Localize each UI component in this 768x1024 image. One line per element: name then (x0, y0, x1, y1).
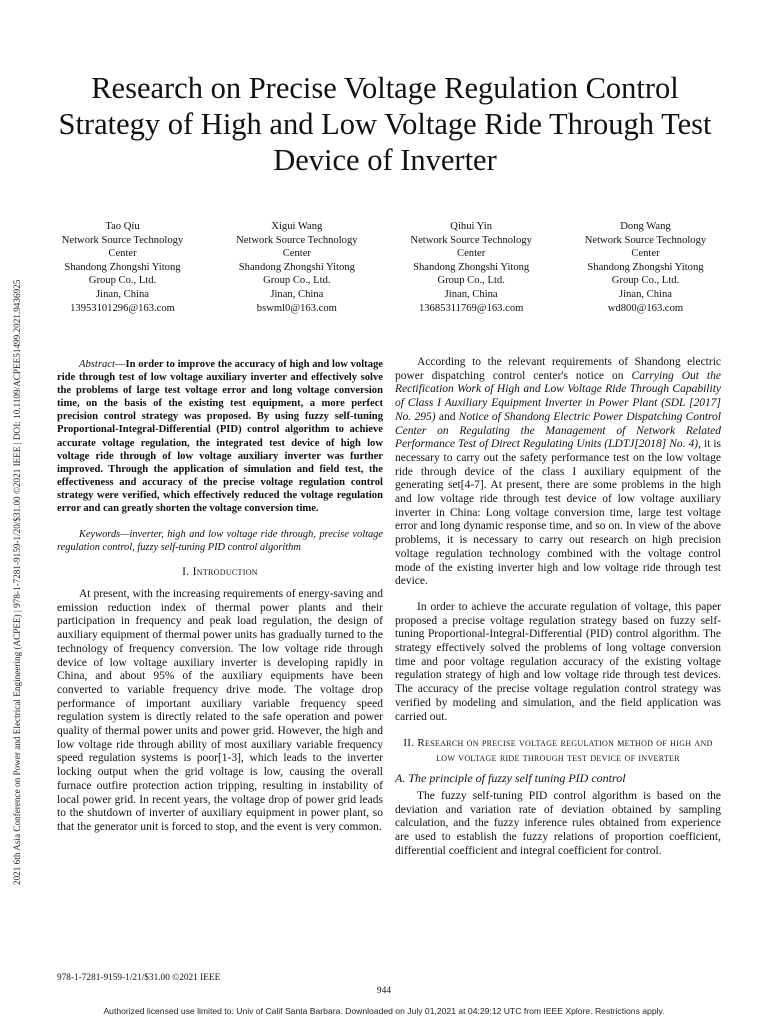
author-email: bswml0@163.com (256, 302, 337, 314)
section-number: II. (403, 737, 415, 750)
keywords-body: inverter, high and low voltage ride through, precise voltage regulation control, fuzzy self-tuning PID control algorithm (57, 529, 383, 554)
principle-paragraph: The fuzzy self-tuning PID control algorithm is based on the deviation and variation rate of deviation obtained by sampling calculation, and the fuzzy inference rules obtained from experience are used to establish the fuzzy relations of proportion coefficient, differential coefficient and integral coefficient for control. (395, 789, 721, 857)
author-affiliation: Group Co., Ltd. (88, 275, 157, 287)
objective-paragraph: In order to achieve the accurate regulation of voltage, this paper proposed a precise voltage regulation strategy based on fuzzy self-tuning Proportional-Integral-Differential (PID) control algorithm. The strategy effectively solved the problems of long voltage conversion time and poor voltage regulation accuracy of the existing voltage regulation strategy of high and low voltage ride through test devices. The accuracy of the precise voltage regulation control strategy was verified by modeling and simulation, and the field application was carried out. (395, 600, 721, 723)
author-name: Dong Wang (620, 221, 671, 232)
author-city: Jinan, China (96, 288, 149, 300)
section-number: I. (182, 566, 190, 579)
text-run: and (435, 410, 459, 423)
keywords-dash: — (120, 529, 130, 541)
author-block (40, 220, 728, 315)
text-run: According to the relevant requirements of Shandong electric power dispatching control center's notice on (395, 356, 721, 382)
author-affiliation: Center (108, 248, 137, 260)
abstract-dash: — (114, 359, 126, 370)
author-affiliation: Shandong Zhongshi Yitong (64, 261, 181, 273)
abstract-body: In order to improve the accuracy of high and low voltage ride through test of low voltage auxiliary inverter and effectively solve the problems of large test voltage error and long voltage conversion time, on the basis of the existing test equipment, a more perfect precision control strategy was proposed. By using fuzzy self-tuning Proportional-Integral-Differential (PID) control algorithm to achieve accurate voltage regulation, the integrated test device of high low voltage ride through of low voltage auxiliary inverter was further improved. Through the application of simulation and field test, the effectiveness and accuracy of the precise voltage regulation control strategy were verified, which effectively reduced the voltage regulation error and can greatly shorten the voltage conversion time. (57, 359, 383, 515)
author-name: Xigui Wang (271, 221, 323, 232)
author-city: Jinan, China (270, 288, 324, 300)
left-column (57, 358, 383, 835)
author-affiliation: Network Source Technology (236, 234, 358, 246)
paper-title: Research on Precise Voltage Regulation Control Strategy of High and Low Voltage Ride Through Test Device of Inverter (58, 71, 712, 177)
author-city: Jinan, China (619, 288, 672, 300)
abstract (57, 358, 383, 515)
cited-notice-title: Notice of Shandong Electric Power Dispatching Control Center on Regulating the Management of Network Related Performance Test of Direct Regulating Units (LDTJ[2018] No. 4) (395, 410, 722, 451)
intro-paragraph: At present, with the increasing requirements of energy-saving and emission reduction index of thermal power plants and their participation in frequency and peak load regulation, the design of auxiliary equipment of thermal power units has gradually turned to the technology of frequency conversion. The low voltage ride through device of low voltage auxiliary inverter is developing rapidly in China, and about 95% of the auxiliary equipments have been converted to variable frequency drive mode. The voltage drop performance of important auxiliary variable frequency speed regulation system is directly related to the safe operation and power quality of thermal power units and power grid. However, the high and low voltage ride through ability of most auxiliary variable frequency speed regulation systems is poor[1-3], which leads to the inverter locking output when the grid voltage is low, causing the overall furnace outfire protection action tripping, resulting in instability of local power grid. In recent years, the voltage drop of power grid leads to the shutdown of inverter of auxiliary equipment in power plant, so that the generator unit is forced to stop, and the event is very common. (57, 588, 383, 833)
abstract-label: Abstract (79, 359, 115, 370)
author-affiliation: Shandong Zhongshi Yitong (587, 261, 704, 273)
section-title: Introduction (192, 566, 258, 579)
author-affiliation: Group Co., Ltd. (437, 275, 505, 287)
section-heading-research (395, 736, 721, 766)
keywords-label: Keywords (79, 529, 121, 541)
side-banner: 2021 6th Asia Conference on Power and Electrical Engineering (ACPEE) | 978-1-7281-9159-1/20/$31.00 ©2021 IEEE | DOI: 10.1109/ACPEE51499.2021.9436925 (12, 279, 22, 885)
isbn-footer: 978-1-7281-9159-1/21/$31.00 ©2021 IEEE (57, 973, 221, 983)
author-city: Jinan, China (444, 288, 498, 300)
subsection-heading: A. The principle of fuzzy self tuning PID control (395, 771, 626, 786)
author-affiliation: Center (631, 248, 660, 260)
page-number: 944 (376, 986, 392, 996)
author-affiliation: Network Source Technology (410, 234, 532, 246)
text-run: , it is necessary to carry out the safety performance test on the low voltage ride through device of the class I auxiliary equipment of the generating set[4-7]. At present, there are some problems in the high and low voltage ride through test device of low voltage auxiliary inverter in China: Long voltage conversion time, large test voltage error and long dynamic response time, and so on. In view of the above problems, it is necessary to carry out research on high precision voltage regulation technology combined with the voltage control mode of the existing inverter high and low voltage ride through test device. (395, 438, 721, 588)
license-notice: Authorized licensed use limited to: Univ of Calif Santa Barbara. Downloaded on July 01,2021 at 04:29:12 UTC from IEEE Xplore. Restrictions apply. (103, 1006, 665, 1016)
paragraph-gap (395, 589, 721, 601)
author-1 (40, 220, 205, 315)
author-4 (563, 220, 728, 315)
keywords (57, 528, 383, 554)
author-affiliation: Group Co., Ltd. (263, 275, 331, 287)
author-affiliation: Shandong Zhongshi Yitong (238, 261, 355, 273)
author-affiliation: Center (457, 248, 486, 260)
author-2 (214, 220, 379, 315)
right-column (395, 356, 721, 859)
author-affiliation: Shandong Zhongshi Yitong (413, 261, 530, 273)
author-name: Tao Qiu (105, 221, 140, 232)
cited-notice-title: Carrying Out the Rectification Work of High and Low Voltage Ride Through Capability of Class I Auxiliary Equipment Inverter in Power Plant (SDL [2017] No. 295) (395, 369, 721, 423)
section-heading-introduction (57, 566, 383, 580)
author-affiliation: Center (282, 248, 311, 260)
author-affiliation: Network Source Technology (584, 234, 707, 246)
author-name: Qihui Yin (450, 221, 492, 232)
author-affiliation: Network Source Technology (61, 234, 184, 246)
author-3 (389, 220, 554, 315)
context-paragraph (395, 356, 721, 589)
author-email: wd800@163.com (607, 302, 684, 314)
section-title: Research on precise voltage regulation method of high and low voltage ride through test device of inverter (417, 737, 713, 765)
author-email: 13685311769@163.com (418, 302, 524, 314)
author-email: 13953101296@163.com (70, 302, 175, 314)
author-affiliation: Group Co., Ltd. (611, 275, 680, 287)
